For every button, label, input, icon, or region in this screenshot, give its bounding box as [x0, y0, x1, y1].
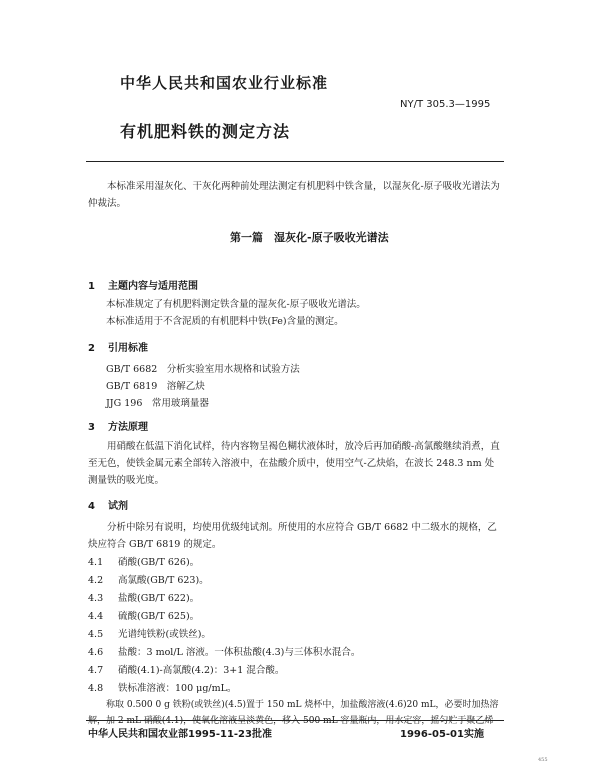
section-number: 1 — [88, 281, 95, 292]
item-number: 4.7 — [88, 665, 104, 676]
reagent-item — [88, 573, 209, 589]
reagent-item — [88, 663, 284, 679]
reagent-item — [88, 591, 199, 607]
approval-line: 中华人民共和国农业部1995-11-23批准 — [88, 729, 272, 740]
intro-paragraph: 本标准采用湿灰化、干灰化两种前处理法测定有机肥料中铁含量，以湿灰化-原子吸收光谱法为仲裁法。 — [88, 181, 500, 209]
item-number: 4.3 — [88, 593, 104, 604]
item-number: 4.8 — [88, 683, 104, 694]
item-text: 铁标准溶液：100 μg/mL。 — [118, 683, 237, 694]
footer-rule — [86, 720, 504, 721]
standard-number: NY/T 305.3—1995 — [400, 99, 491, 110]
section-1-line: 本标准适用于不含泥质的有机肥料中铁(Fe)含量的测定。 — [106, 316, 344, 327]
section-title: 主题内容与适用范围 — [108, 281, 198, 292]
item-text: 盐酸：3 mol/L 溶液。一体积盐酸(4.3)与三体积水混合。 — [118, 647, 361, 658]
section-3-heading — [88, 418, 148, 433]
section-number: 4 — [88, 501, 95, 512]
item-text: 硫酸(GB/T 625)。 — [118, 611, 200, 622]
header-rule — [86, 161, 504, 162]
reagent-item — [88, 645, 360, 661]
item-number: 4.4 — [88, 611, 104, 622]
reference-item: JJG 196 常用玻璃量器 — [106, 398, 209, 409]
issuing-body: 中华人民共和国农业行业标准 — [120, 74, 329, 92]
item-number: 4.5 — [88, 629, 104, 640]
section-title: 引用标准 — [108, 343, 148, 354]
section-2-heading — [88, 339, 148, 354]
section-4-heading — [88, 497, 128, 512]
principle-paragraph: 用硝酸在低温下消化试样，待内容物呈褐色糊状液体时，放冷后再加硝酸-高氯酸继续消煮，直至无色，使铁金属元素全部转入溶液中，在盐酸介质中，使用空气-乙炔焰，在波长 248.3 nm 处测量铁的吸光度。 — [88, 441, 500, 486]
section-title: 试剂 — [108, 501, 128, 512]
section-1-heading — [88, 277, 198, 292]
item-text: 盐酸(GB/T 622)。 — [118, 593, 200, 604]
reagent-item — [88, 609, 199, 625]
reagent-item — [88, 681, 236, 697]
item-text: 高氯酸(GB/T 623)。 — [118, 575, 209, 586]
reference-item: GB/T 6682 分析实验室用水规格和试验方法 — [106, 364, 300, 375]
part-title: 第一篇 湿灰化-原子吸收光谱法 — [230, 231, 389, 244]
item-text: 硝酸(4.1)-高氯酸(4.2)：3+1 混合酸。 — [118, 665, 285, 676]
item-text: 光谱纯铁粉(或铁丝)。 — [118, 629, 211, 640]
section-1-line: 本标准规定了有机肥料测定铁含量的湿灰化-原子吸收光谱法。 — [106, 299, 366, 310]
item-number: 4.6 — [88, 647, 104, 658]
reagent-intro-paragraph: 分析中除另有说明，均使用优级纯试剂。所使用的水应符合 GB/T 6682 中二级水的规格，乙炔应符合 GB/T 6819 的规定。 — [88, 522, 497, 550]
reagent-item — [88, 627, 211, 643]
item-number: 4.1 — [88, 557, 104, 568]
item-number: 4.2 — [88, 575, 104, 586]
reference-item: GB/T 6819 溶解乙炔 — [106, 381, 205, 392]
page-mark: 455 — [538, 757, 548, 763]
item-text: 硝酸(GB/T 626)。 — [118, 557, 200, 568]
section-number: 2 — [88, 343, 95, 354]
section-number: 3 — [88, 422, 95, 433]
implementation-date: 1996-05-01实施 — [400, 729, 484, 740]
iron-standard-procedure: 称取 0.500 0 g 铁粉(或铁丝)(4.5)置于 150 mL 烧杯中，加盐酸溶液(4.6)20 mL，必要时加热溶解，加 2 mL 硝酸(4.1)，使氧化溶液呈淡黄色，移入 500 mL 容量瓶内，用水定容，摇匀贮于聚乙烯 — [88, 700, 499, 726]
document-title: 有机肥料铁的测定方法 — [120, 122, 291, 141]
reagent-item — [88, 555, 199, 571]
section-title: 方法原理 — [108, 422, 148, 433]
